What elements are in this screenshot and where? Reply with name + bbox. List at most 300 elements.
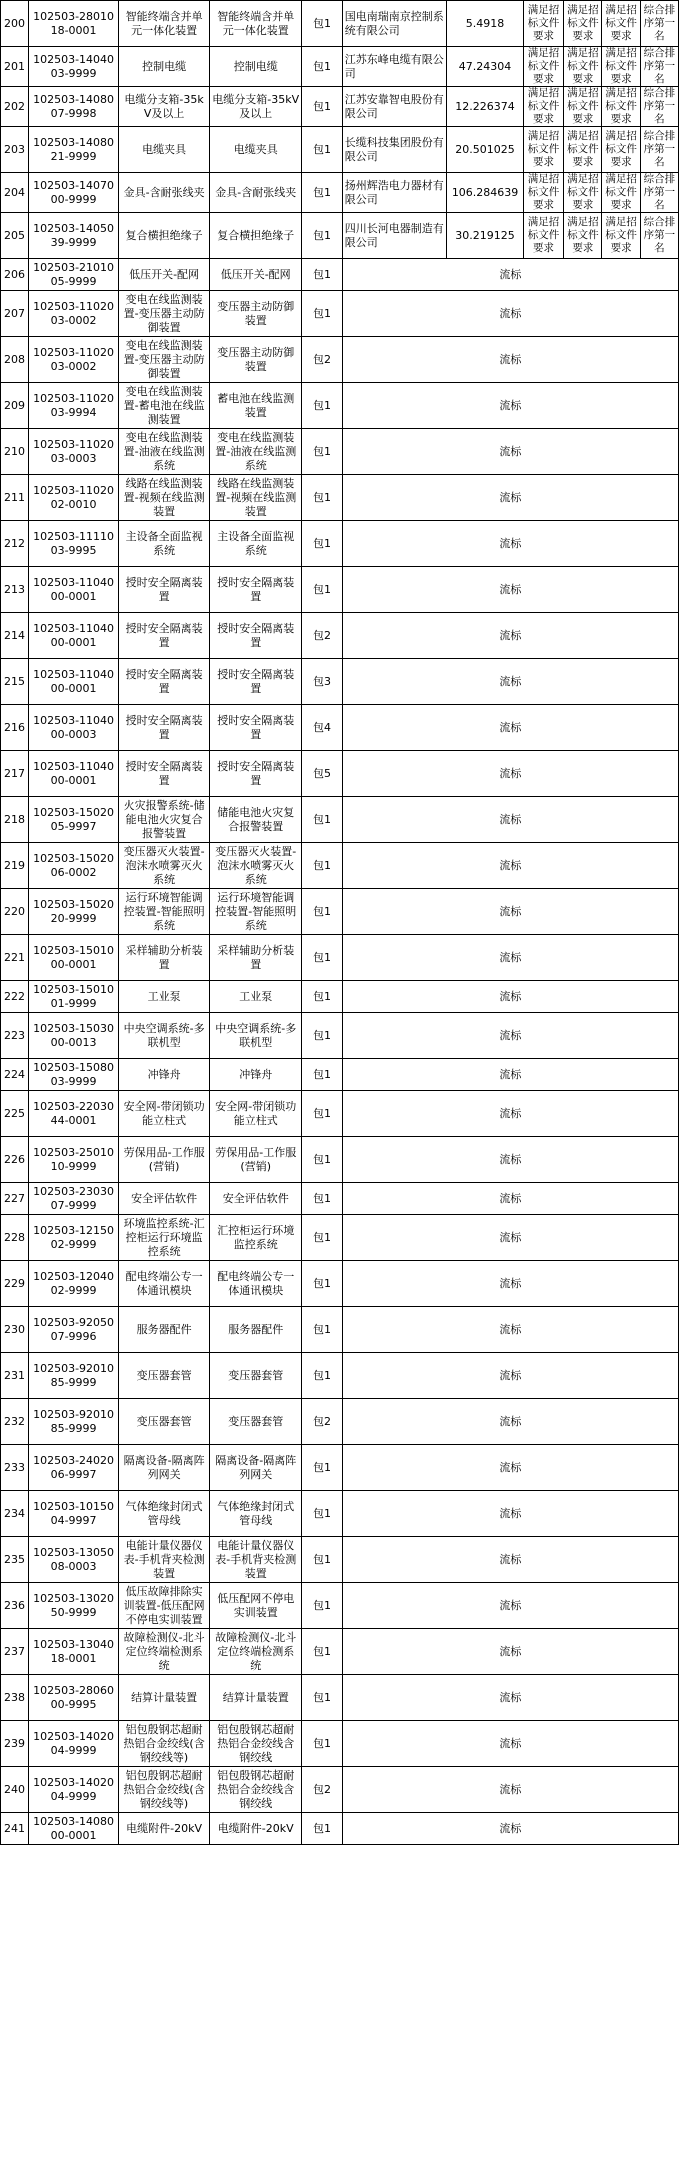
bid-status-cell: 流标 [342,1721,678,1767]
row-number-cell: 203 [1,127,29,173]
bid-status-cell: 流标 [342,981,678,1013]
planned-item-name-cell: 变压器灭火装置-泡沫水喷雾灭火系统 [119,843,210,889]
item-name-cell: 劳保用品-工作服(营销) [210,1137,302,1183]
material-code-cell: 102503-1408000-0001 [29,1813,119,1845]
material-code-cell: 102503-1402004-9999 [29,1721,119,1767]
bid-status-cell: 流标 [342,797,678,843]
material-code-cell: 102503-2402006-9997 [29,1445,119,1491]
bid-status-cell: 流标 [342,429,678,475]
package-cell: 包3 [302,659,342,705]
bid-status-cell: 流标 [342,1091,678,1137]
bid-status-cell: 流标 [342,1537,678,1583]
package-cell: 包1 [302,1261,342,1307]
material-code-cell: 102503-1302050-9999 [29,1583,119,1629]
table-body [1,1,679,1845]
package-cell: 包2 [302,1767,342,1813]
bid-status-cell: 流标 [342,1767,678,1813]
row-number-cell: 240 [1,1767,29,1813]
planned-item-name-cell: 授时安全隔离装置 [119,659,210,705]
material-code-cell: 102503-1502005-9997 [29,797,119,843]
bid-status-cell: 流标 [342,889,678,935]
planned-item-name-cell: 火灾报警系统-储能电池火灾复合报警装置 [119,797,210,843]
material-code-cell: 102503-1502020-9999 [29,889,119,935]
planned-item-name-cell: 运行环境智能调控装置-智能照明系统 [119,889,210,935]
material-code-cell: 102503-1405039-9999 [29,213,119,259]
winning-bidder-cell: 江苏东峰电缆有限公司 [342,47,447,87]
item-name-cell: 蓄电池在线监测装置 [210,383,302,429]
bid-price-cell: 106.284639 [447,173,523,213]
package-cell: 包1 [302,797,342,843]
material-code-cell: 102503-1104000-0001 [29,567,119,613]
bid-status-cell: 流标 [342,1583,678,1629]
planned-item-name-cell: 隔离设备-隔离阵列网关 [119,1445,210,1491]
row-number-cell: 204 [1,173,29,213]
package-cell: 包1 [302,1675,342,1721]
item-name-cell: 中央空调系统-多联机型 [210,1013,302,1059]
ranking-cell: 综合排序第一名 [640,87,678,127]
row-number-cell: 207 [1,291,29,337]
material-code-cell: 102503-1404003-9999 [29,47,119,87]
material-code-cell: 102503-2303007-9999 [29,1183,119,1215]
row-number-cell: 220 [1,889,29,935]
planned-item-name-cell: 变电在线监测装置-蓄电池在线监测装置 [119,383,210,429]
package-cell: 包1 [302,1445,342,1491]
row-number-cell: 226 [1,1137,29,1183]
planned-item-name-cell: 电能计量仪器仪表-手机背夹检测装置 [119,1537,210,1583]
bid-status-cell: 流标 [342,291,678,337]
ranking-cell: 综合排序第一名 [640,1,678,47]
package-cell: 包1 [302,1537,342,1583]
evaluation-result-cell: 满足招标文件要求 [523,87,563,127]
planned-item-name-cell: 采样辅助分析装置 [119,935,210,981]
evaluation-result-cell: 满足招标文件要求 [602,173,640,213]
evaluation-result-cell: 满足招标文件要求 [523,47,563,87]
table-row [1,337,679,383]
item-name-cell: 运行环境智能调控装置-智能照明系统 [210,889,302,935]
planned-item-name-cell: 智能终端含并单元一体化装置 [119,1,210,47]
table-row [1,1537,679,1583]
planned-item-name-cell: 中央空调系统-多联机型 [119,1013,210,1059]
row-number-cell: 205 [1,213,29,259]
evaluation-result-cell: 满足招标文件要求 [564,127,602,173]
bid-status-cell: 流标 [342,1307,678,1353]
table-row [1,1183,679,1215]
material-code-cell: 102503-1215002-9999 [29,1215,119,1261]
bid-status-cell: 流标 [342,705,678,751]
item-name-cell: 冲锋舟 [210,1059,302,1091]
item-name-cell: 铝包殷钢芯超耐热铝合金绞线含钢绞线 [210,1767,302,1813]
table-row [1,1091,679,1137]
table-row [1,981,679,1013]
bid-price-cell: 20.501025 [447,127,523,173]
item-name-cell: 电能计量仪器仪表-手机背夹检测装置 [210,1537,302,1583]
item-name-cell: 采样辅助分析装置 [210,935,302,981]
bid-price-cell: 12.226374 [447,87,523,127]
bid-status-cell: 流标 [342,1491,678,1537]
item-name-cell: 隔离设备-隔离阵列网关 [210,1445,302,1491]
planned-item-name-cell: 低压故障排除实训装置-低压配网不停电实训装置 [119,1583,210,1629]
planned-item-name-cell: 复合横担绝缘子 [119,213,210,259]
planned-item-name-cell: 安全网-带闭锁功能立柱式 [119,1091,210,1137]
item-name-cell: 复合横担绝缘子 [210,213,302,259]
package-cell: 包5 [302,751,342,797]
table-row [1,173,679,213]
package-cell: 包1 [302,173,342,213]
bid-status-cell: 流标 [342,567,678,613]
material-code-cell: 102503-2203044-0001 [29,1091,119,1137]
evaluation-result-cell: 满足招标文件要求 [602,213,640,259]
item-name-cell: 气体绝缘封闭式管母线 [210,1491,302,1537]
row-number-cell: 208 [1,337,29,383]
row-number-cell: 229 [1,1261,29,1307]
material-code-cell: 102503-1102003-0002 [29,337,119,383]
item-name-cell: 控制电缆 [210,47,302,87]
package-cell: 包2 [302,613,342,659]
planned-item-name-cell: 电缆附件-20kV [119,1813,210,1845]
item-name-cell: 安全评估软件 [210,1183,302,1215]
row-number-cell: 225 [1,1091,29,1137]
material-code-cell: 102503-1508003-9999 [29,1059,119,1091]
package-cell: 包1 [302,127,342,173]
bid-status-cell: 流标 [342,259,678,291]
table-row [1,1445,679,1491]
row-number-cell: 209 [1,383,29,429]
table-row [1,1629,679,1675]
table-row [1,751,679,797]
row-number-cell: 228 [1,1215,29,1261]
table-row [1,1583,679,1629]
planned-item-name-cell: 冲锋舟 [119,1059,210,1091]
item-name-cell: 电缆附件-20kV [210,1813,302,1845]
bid-status-cell: 流标 [342,843,678,889]
package-cell: 包1 [302,935,342,981]
ranking-cell: 综合排序第一名 [640,47,678,87]
table-row [1,843,679,889]
bid-status-cell: 流标 [342,475,678,521]
row-number-cell: 227 [1,1183,29,1215]
item-name-cell: 智能终端含并单元一体化装置 [210,1,302,47]
item-name-cell: 变压器套管 [210,1399,302,1445]
row-number-cell: 223 [1,1013,29,1059]
row-number-cell: 224 [1,1059,29,1091]
planned-item-name-cell: 授时安全隔离装置 [119,567,210,613]
planned-item-name-cell: 变电在线监测装置-油液在线监测系统 [119,429,210,475]
item-name-cell: 服务器配件 [210,1307,302,1353]
planned-item-name-cell: 环境监控系统-汇控柜运行环境监控系统 [119,1215,210,1261]
item-name-cell: 金具-含耐张线夹 [210,173,302,213]
bid-status-cell: 流标 [342,1629,678,1675]
package-cell: 包1 [302,567,342,613]
bid-status-cell: 流标 [342,337,678,383]
item-name-cell: 变压器主动防御装置 [210,337,302,383]
evaluation-result-cell: 满足招标文件要求 [564,1,602,47]
bid-status-cell: 流标 [342,1013,678,1059]
planned-item-name-cell: 工业泵 [119,981,210,1013]
row-number-cell: 218 [1,797,29,843]
table-row [1,1215,679,1261]
row-number-cell: 200 [1,1,29,47]
material-code-cell: 102503-1501000-0001 [29,935,119,981]
item-name-cell: 变压器灭火装置-泡沫水喷雾灭火系统 [210,843,302,889]
item-name-cell: 授时安全隔离装置 [210,751,302,797]
table-row [1,1399,679,1445]
table-row [1,889,679,935]
planned-item-name-cell: 结算计量装置 [119,1675,210,1721]
table-row [1,659,679,705]
bid-status-cell: 流标 [342,1675,678,1721]
evaluation-result-cell: 满足招标文件要求 [564,173,602,213]
ranking-cell: 综合排序第一名 [640,173,678,213]
row-number-cell: 230 [1,1307,29,1353]
material-code-cell: 102503-9201085-9999 [29,1353,119,1399]
evaluation-result-cell: 满足招标文件要求 [523,173,563,213]
item-name-cell: 电缆夹具 [210,127,302,173]
material-code-cell: 102503-1102003-9994 [29,383,119,429]
evaluation-result-cell: 满足招标文件要求 [602,87,640,127]
table-row [1,259,679,291]
table-row [1,1721,679,1767]
item-name-cell: 安全网-带闭锁功能立柱式 [210,1091,302,1137]
item-name-cell: 授时安全隔离装置 [210,659,302,705]
material-code-cell: 102503-2101005-9999 [29,259,119,291]
item-name-cell: 配电终端公专一体通讯模块 [210,1261,302,1307]
row-number-cell: 236 [1,1583,29,1629]
evaluation-result-cell: 满足招标文件要求 [564,47,602,87]
material-code-cell: 102503-9201085-9999 [29,1399,119,1445]
row-number-cell: 215 [1,659,29,705]
material-code-cell: 102503-1104000-0001 [29,613,119,659]
row-number-cell: 241 [1,1813,29,1845]
table-row [1,383,679,429]
table-row [1,1675,679,1721]
bid-status-cell: 流标 [342,751,678,797]
planned-item-name-cell: 配电终端公专一体通讯模块 [119,1261,210,1307]
row-number-cell: 232 [1,1399,29,1445]
evaluation-result-cell: 满足招标文件要求 [602,127,640,173]
material-code-cell: 102503-1305008-0003 [29,1537,119,1583]
item-name-cell: 变压器主动防御装置 [210,291,302,337]
table-row [1,1059,679,1091]
planned-item-name-cell: 变压器套管 [119,1399,210,1445]
package-cell: 包1 [302,1059,342,1091]
table-row [1,797,679,843]
material-code-cell: 102503-1408021-9999 [29,127,119,173]
bid-status-cell: 流标 [342,1399,678,1445]
material-code-cell: 102503-1402004-9999 [29,1767,119,1813]
bid-status-cell: 流标 [342,1353,678,1399]
winning-bidder-cell: 国电南瑞南京控制系统有限公司 [342,1,447,47]
table-row [1,213,679,259]
bid-price-cell: 47.24304 [447,47,523,87]
material-code-cell: 102503-1104000-0003 [29,705,119,751]
planned-item-name-cell: 授时安全隔离装置 [119,705,210,751]
material-code-cell: 102503-1501001-9999 [29,981,119,1013]
package-cell: 包1 [302,1629,342,1675]
package-cell: 包1 [302,1215,342,1261]
package-cell: 包1 [302,291,342,337]
row-number-cell: 216 [1,705,29,751]
bid-status-cell: 流标 [342,613,678,659]
planned-item-name-cell: 安全评估软件 [119,1183,210,1215]
table-row [1,1,679,47]
planned-item-name-cell: 授时安全隔离装置 [119,613,210,659]
package-cell: 包1 [302,521,342,567]
material-code-cell: 102503-1407000-9999 [29,173,119,213]
material-code-cell: 102503-1204002-9999 [29,1261,119,1307]
planned-item-name-cell: 铝包殷钢芯超耐热铝合金绞线(含钢绞线等) [119,1767,210,1813]
bid-status-cell: 流标 [342,1183,678,1215]
winning-bidder-cell: 扬州辉浩电力器材有限公司 [342,173,447,213]
item-name-cell: 低压配网不停电实训装置 [210,1583,302,1629]
material-code-cell: 102503-1503000-0013 [29,1013,119,1059]
table-row [1,1137,679,1183]
table-row [1,1013,679,1059]
package-cell: 包4 [302,705,342,751]
ranking-cell: 综合排序第一名 [640,213,678,259]
planned-item-name-cell: 电缆夹具 [119,127,210,173]
row-number-cell: 238 [1,1675,29,1721]
row-number-cell: 217 [1,751,29,797]
material-code-cell: 102503-1102002-0010 [29,475,119,521]
planned-item-name-cell: 控制电缆 [119,47,210,87]
table-row [1,429,679,475]
row-number-cell: 234 [1,1491,29,1537]
row-number-cell: 231 [1,1353,29,1399]
material-code-cell: 102503-9205007-9996 [29,1307,119,1353]
item-name-cell: 变电在线监测装置-油液在线监测系统 [210,429,302,475]
bid-status-cell: 流标 [342,1215,678,1261]
planned-item-name-cell: 变电在线监测装置-变压器主动防御装置 [119,291,210,337]
table-row [1,613,679,659]
item-name-cell: 线路在线监测装置-视频在线监测装置 [210,475,302,521]
package-cell: 包1 [302,383,342,429]
package-cell: 包1 [302,1307,342,1353]
evaluation-result-cell: 满足招标文件要求 [602,47,640,87]
planned-item-name-cell: 服务器配件 [119,1307,210,1353]
package-cell: 包1 [302,213,342,259]
row-number-cell: 233 [1,1445,29,1491]
package-cell: 包1 [302,1137,342,1183]
item-name-cell: 工业泵 [210,981,302,1013]
item-name-cell: 低压开关-配网 [210,259,302,291]
winning-bidder-cell: 四川长河电器制造有限公司 [342,213,447,259]
item-name-cell: 结算计量装置 [210,1675,302,1721]
material-code-cell: 102503-1111003-9995 [29,521,119,567]
evaluation-result-cell: 满足招标文件要求 [523,1,563,47]
planned-item-name-cell: 变压器套管 [119,1353,210,1399]
item-name-cell: 储能电池火灾复合报警装置 [210,797,302,843]
planned-item-name-cell: 铝包殷钢芯超耐热铝合金绞线(含钢绞线等) [119,1721,210,1767]
material-code-cell: 102503-1102003-0003 [29,429,119,475]
material-code-cell: 102503-1408007-9998 [29,87,119,127]
material-code-cell: 102503-2806000-9995 [29,1675,119,1721]
table-row [1,127,679,173]
package-cell: 包1 [302,47,342,87]
evaluation-result-cell: 满足招标文件要求 [602,1,640,47]
table-row [1,1767,679,1813]
bid-status-cell: 流标 [342,383,678,429]
package-cell: 包1 [302,1491,342,1537]
package-cell: 包1 [302,475,342,521]
material-code-cell: 102503-1502006-0002 [29,843,119,889]
row-number-cell: 212 [1,521,29,567]
planned-item-name-cell: 授时安全隔离装置 [119,751,210,797]
evaluation-result-cell: 满足招标文件要求 [523,127,563,173]
package-cell: 包1 [302,1353,342,1399]
row-number-cell: 210 [1,429,29,475]
table-row [1,1491,679,1537]
planned-item-name-cell: 劳保用品-工作服(营销) [119,1137,210,1183]
item-name-cell: 授时安全隔离装置 [210,705,302,751]
bid-status-cell: 流标 [342,1059,678,1091]
row-number-cell: 213 [1,567,29,613]
bid-status-cell: 流标 [342,659,678,705]
package-cell: 包1 [302,1183,342,1215]
table-row [1,475,679,521]
row-number-cell: 221 [1,935,29,981]
material-code-cell: 102503-1304018-0001 [29,1629,119,1675]
table-row [1,1813,679,1845]
material-code-cell: 102503-2501010-9999 [29,1137,119,1183]
evaluation-result-cell: 满足招标文件要求 [564,213,602,259]
item-name-cell: 汇控柜运行环境监控系统 [210,1215,302,1261]
bid-price-cell: 30.219125 [447,213,523,259]
planned-item-name-cell: 变电在线监测装置-变压器主动防御装置 [119,337,210,383]
package-cell: 包1 [302,1,342,47]
row-number-cell: 237 [1,1629,29,1675]
table-row [1,1261,679,1307]
evaluation-result-cell: 满足招标文件要求 [523,213,563,259]
item-name-cell: 故障检测仪-北斗定位终端检测系统 [210,1629,302,1675]
table-row [1,1307,679,1353]
table-row [1,705,679,751]
package-cell: 包1 [302,843,342,889]
package-cell: 包1 [302,259,342,291]
item-name-cell: 主设备全面监视系统 [210,521,302,567]
planned-item-name-cell: 线路在线监测装置-视频在线监测装置 [119,475,210,521]
table-row [1,291,679,337]
table-row [1,1353,679,1399]
bid-status-cell: 流标 [342,1813,678,1845]
row-number-cell: 222 [1,981,29,1013]
material-code-cell: 102503-2801018-0001 [29,1,119,47]
package-cell: 包1 [302,1813,342,1845]
package-cell: 包1 [302,981,342,1013]
item-name-cell: 变压器套管 [210,1353,302,1399]
row-number-cell: 211 [1,475,29,521]
ranking-cell: 综合排序第一名 [640,127,678,173]
item-name-cell: 电缆分支箱-35kV及以上 [210,87,302,127]
row-number-cell: 219 [1,843,29,889]
winning-bidder-cell: 江苏安靠智电股份有限公司 [342,87,447,127]
bid-status-cell: 流标 [342,521,678,567]
row-number-cell: 239 [1,1721,29,1767]
table-row [1,567,679,613]
package-cell: 包1 [302,1013,342,1059]
package-cell: 包1 [302,429,342,475]
bid-status-cell: 流标 [342,1261,678,1307]
table-row [1,521,679,567]
bid-status-cell: 流标 [342,1445,678,1491]
planned-item-name-cell: 电缆分支箱-35kV及以上 [119,87,210,127]
package-cell: 包1 [302,889,342,935]
winning-bidder-cell: 长缆科技集团股份有限公司 [342,127,447,173]
planned-item-name-cell: 主设备全面监视系统 [119,521,210,567]
bid-status-cell: 流标 [342,935,678,981]
table-row [1,47,679,87]
package-cell: 包1 [302,1721,342,1767]
package-cell: 包1 [302,87,342,127]
